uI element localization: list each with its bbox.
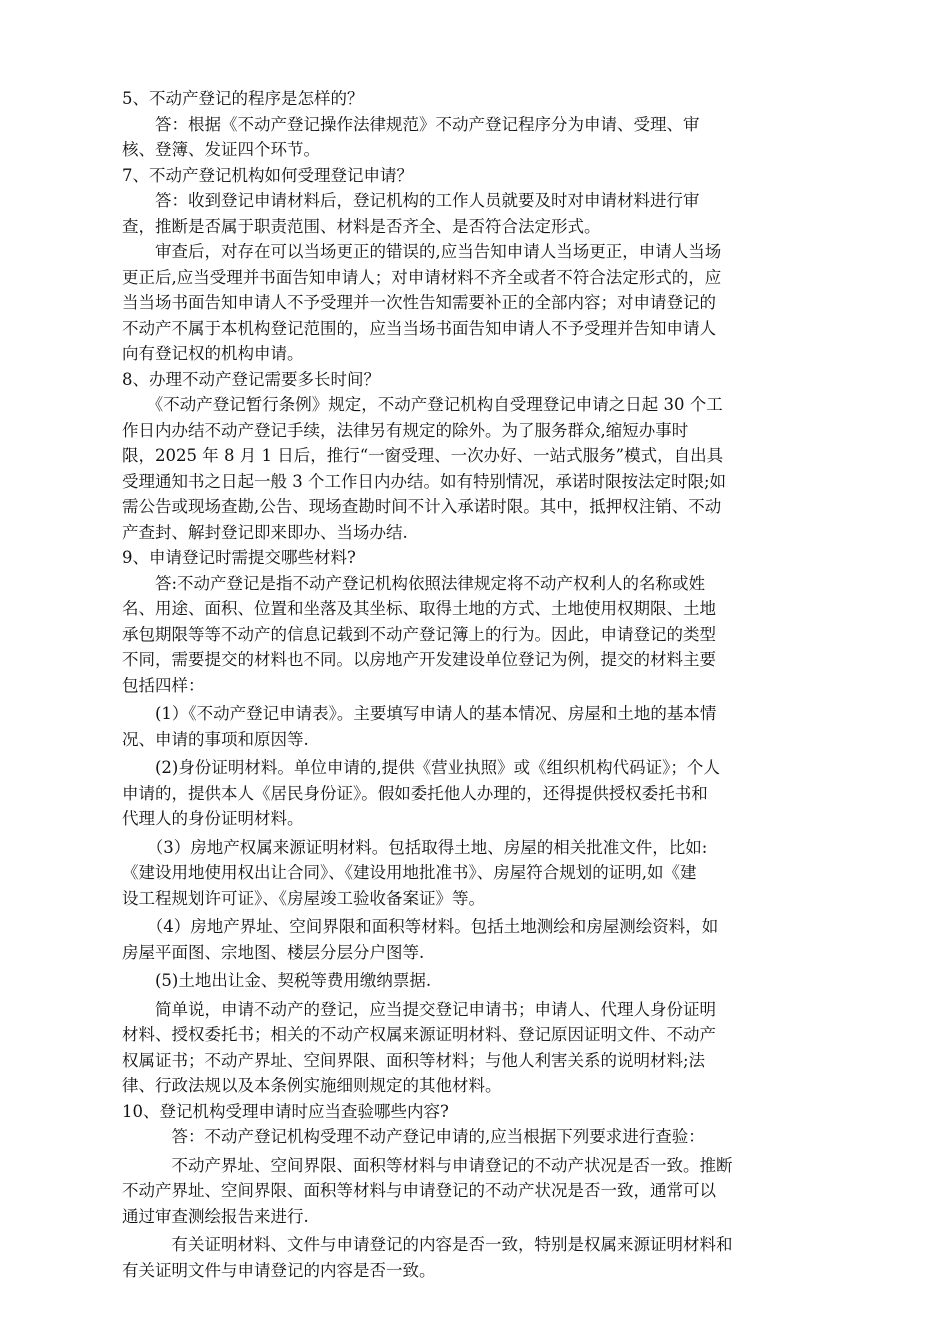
paragraph-line: 需公告或现场查勘,公告、现场查勘时间不计入承诺时限。其中，抵押权注销、不动 [122, 497, 722, 516]
heading-q8: 8、办理不动产登记需要多长时间？ [122, 369, 380, 389]
paragraph-line: 不动产界址、空间界限、面积等材料与申请登记的不动产状况是否一致，通常可以 [122, 1181, 716, 1200]
paragraph-line: 代理人的身份证明材料。 [122, 809, 304, 828]
paragraph-line: 向有登记权的机构申请。 [122, 344, 304, 363]
paragraph-line: 况、申请的事项和原因等. [122, 729, 309, 749]
paragraph-line: 《不动产登记暂行条例》规定，不动产登记机构自受理登记申请之日起 30 个工 [122, 395, 723, 414]
paragraph-line: 答：根据《不动产登记操作法律规范》不动产登记程序分为申请、受理、审 [122, 114, 700, 134]
heading-q9: 9、申请登记时需提交哪些材料? [122, 548, 356, 567]
paragraph-line: 核、登簿、发证四个环节。 [122, 140, 320, 159]
paragraph-line: 不动产界址、空间界限、面积等材料与申请登记的不动产状况是否一致。推断 [122, 1155, 733, 1175]
paragraph-line: 查，推断是否属于职责范围、材料是否齐全、是否符合法定形式。 [122, 216, 601, 236]
paragraph-line: 设工程规划许可证》、《房屋竣工验收备案证》等。 [122, 888, 485, 908]
paragraph-line: 律、行政法规以及本条例实施细则规定的其他材料。 [122, 1076, 502, 1095]
paragraph-line: 权属证书；不动产界址、空间界限、面积等材料；与他人利害关系的说明材料;法 [122, 1050, 706, 1070]
list-item-2: (2)身份证明材料。单位申请的,提供《营业执照》或《组织机构代码证》；个人 [122, 758, 720, 777]
paragraph-line: 当当场书面告知申请人不予受理并一次性告知需要补正的全部内容；对申请登记的 [122, 293, 716, 312]
paragraph-line: 答:不动产登记是指不动产登记机构依照法律规定将不动产权利人的名称或姓 [122, 573, 706, 593]
heading-q10: 10、登记机构受理申请时应当查验哪些内容? [122, 1101, 449, 1121]
paragraph-line: 简单说，申请不动产的登记，应当提交登记申请书；申请人、代理人身份证明 [122, 999, 716, 1019]
paragraph-line: 申请的，提供本人《居民身份证》。假如委托他人办理的，还得提供授权委托书和 [122, 783, 708, 803]
paragraph-line: 名、用途、面积、位置和坐落及其坐标、取得土地的方式、土地使用权期限、土地 [122, 599, 716, 618]
paragraph-line: 房屋平面图、宗地图、楼层分层分户图等. [122, 942, 425, 962]
list-item-5: (5)土地出让金、契税等费用缴纳票据. [122, 971, 432, 990]
paragraph-line: 作日内办结不动产登记手续，法律另有规定的除外。为了服务群众,缩短办事时 [122, 420, 689, 440]
heading-q7: 7、不动产登记机构如何受理登记申请？ [122, 165, 413, 185]
document-body [122, 86, 830, 1283]
heading-q5: 5、不动产登记的程序是怎样的？ [122, 89, 364, 108]
paragraph-line: 材料、授权委托书；相关的不动产权属来源证明材料、登记原因证明文件、不动产 [122, 1025, 716, 1044]
paragraph-line: 更正后,应当受理并书面告知申请人；对申请材料不齐全或者不符合法定形式的，应 [122, 267, 722, 287]
paragraph-line: 答：不动产登记机构受理不动产登记申请的,应当根据下列要求进行查验： [122, 1127, 705, 1146]
paragraph-line: 答：收到登记申请材料后，登记机构的工作人员就要及时对申请材料进行审 [122, 191, 700, 210]
list-item-3: （3）房地产权属来源证明材料。包括取得土地、房屋的相关批准文件，比如: [122, 837, 708, 857]
paragraph-line: 不同，需要提交的材料也不同。以房地产开发建设单位登记为例，提交的材料主要 [122, 650, 716, 669]
list-item-4: （4）房地产界址、空间界限和面积等材料。包括土地测绘和房屋测绘资料，如 [122, 917, 719, 936]
paragraph-line: 包括四样： [122, 675, 205, 695]
paragraph-line: 审查后，对存在可以当场更正的错误的,应当告知申请人当场更正，申请人当场 [122, 242, 722, 261]
paragraph-line: 有关证明文件与申请登记的内容是否一致。 [122, 1260, 436, 1280]
paragraph-line: 通过审查测绘报告来进行. [122, 1206, 309, 1226]
paragraph-line: 限，2025 年 8 月 1 日后，推行“一窗受理、一次办好、一站式服务”模式，自出具 [122, 446, 724, 465]
paragraph-line: 不动产不属于本机构登记范围的，应当当场书面告知申请人不予受理并告知申请人 [122, 318, 716, 338]
paragraph-line: 受理通知书之日起一般 3 个工作日内办结。如有特别情况，承诺时限按法定时限;如 [122, 471, 727, 491]
list-item-1: (1）《不动产登记申请表》。主要填写申请人的基本情况、房屋和土地的基本情 [122, 704, 717, 723]
paragraph-line: 《建设用地使用权出让合同》、《建设用地批准书》、房屋符合规划的证明,如《建 [122, 863, 697, 882]
paragraph-line: 有关证明材料、文件与申请登记的内容是否一致，特别是权属来源证明材料和 [122, 1235, 733, 1254]
paragraph-line: 承包期限等等不动产的信息记载到不动产登记簿上的行为。因此，申请登记的类型 [122, 624, 716, 644]
paragraph-line: 产查封、解封登记即来即办、当场办结. [122, 522, 408, 542]
